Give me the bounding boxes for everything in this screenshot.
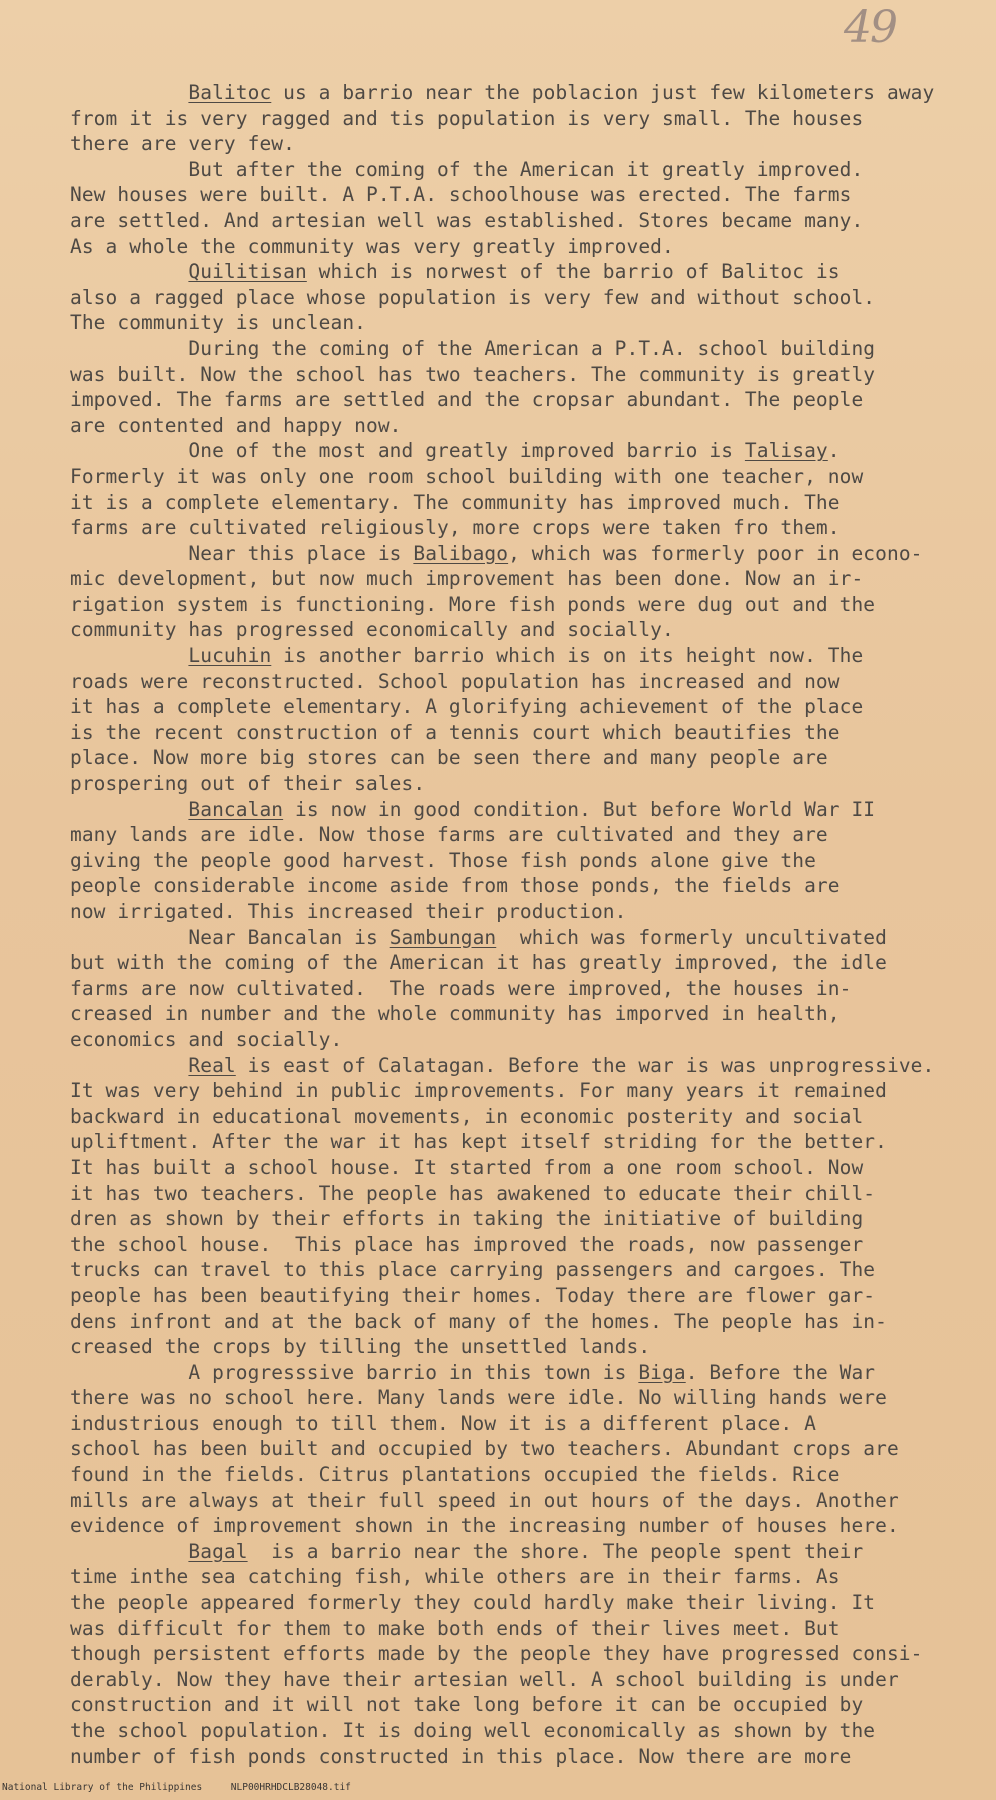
line-text: there are very few. xyxy=(70,132,295,156)
text-line xyxy=(70,1488,970,1514)
line-text: But after the coming of the American it greatly improved. xyxy=(70,157,864,181)
line-text: is the recent construction of a tennis court which beautifies the xyxy=(70,720,840,744)
text-line xyxy=(70,899,970,925)
barrio-name: Talisay xyxy=(744,439,828,463)
line-text: farms are now cultivated. The roads were improved, the houses in- xyxy=(70,976,852,1000)
line-text: It has built a school house. It started from a one room school. Now xyxy=(70,1155,864,1179)
text-line xyxy=(70,1744,970,1770)
scan-footer: National Library of the Philippines NLP00HRHDCLB28048.tif xyxy=(2,1782,351,1793)
line-text: it is a complete elementary. The community has improved much. The xyxy=(70,490,840,514)
line-text: time inthe sea catching fish, while others are in their farms. As xyxy=(70,1565,840,1589)
barrio-name: Lucuhin xyxy=(188,644,272,668)
text-line xyxy=(70,1539,970,1565)
line-text: is another barrio which is on its height now. The xyxy=(271,644,864,668)
text-line xyxy=(70,745,970,771)
text-line xyxy=(70,822,970,848)
line-text: us a barrio near the poblacion just few kilometers away xyxy=(271,81,935,104)
text-line xyxy=(70,1078,970,1104)
text-line xyxy=(70,438,970,464)
line-text: community has progressed economically and socially. xyxy=(70,618,674,642)
text-line xyxy=(70,1001,970,1027)
text-line xyxy=(70,1283,970,1309)
text-line xyxy=(70,1027,970,1053)
text-line xyxy=(70,950,970,976)
line-text: impoved. The farms are settled and the cropsar abundant. The people xyxy=(70,388,864,412)
barrio-name: Bagal xyxy=(188,1539,248,1563)
line-text: . xyxy=(827,439,840,463)
text-line xyxy=(70,1360,970,1386)
line-text: which is norwest of the barrio of Balitoc is xyxy=(306,260,840,284)
line-text: roads were reconstructed. School population has increased and now xyxy=(70,669,840,693)
text-line xyxy=(70,617,970,643)
text-line xyxy=(70,541,970,567)
line-text: creased in number and the whole community has imporved in health, xyxy=(70,1002,840,1026)
text-line xyxy=(70,1411,970,1437)
text-line xyxy=(70,1692,970,1718)
line-text: dens infront and at the back of many of the homes. The people has in- xyxy=(70,1309,887,1333)
line-text: found in the fields. Citrus plantations occupied the fields. Rice xyxy=(70,1463,840,1487)
line-text: giving the people good harvest. Those fish ponds alone give the xyxy=(70,848,816,872)
line-text: upliftment. After the war it has kept itself striding for the better. xyxy=(70,1130,887,1154)
line-text: Formerly it was only one room school building with one teacher, now xyxy=(70,464,864,488)
text-line xyxy=(70,976,970,1002)
text-line xyxy=(70,259,970,285)
text-line xyxy=(70,1436,970,1462)
line-text: , which was formerly poor in econo- xyxy=(508,541,923,565)
text-line xyxy=(70,1641,970,1667)
line-text: people considerable income aside from those ponds, the fields are xyxy=(70,874,840,898)
line-text: there was no school here. Many lands were idle. No willing hands were xyxy=(70,1386,887,1410)
text-line xyxy=(70,848,970,874)
text-line xyxy=(70,285,970,311)
line-text: but with the coming of the American it has greatly improved, the idle xyxy=(70,951,887,975)
line-text: New houses were built. A P.T.A. schoolhouse was erected. The farms xyxy=(70,183,852,207)
text-line xyxy=(70,873,970,899)
barrio-name: Real xyxy=(188,1053,236,1077)
line-text: creased the crops by tilling the unsettled lands. xyxy=(70,1335,651,1359)
document-body xyxy=(70,80,970,1769)
text-line xyxy=(70,1155,970,1181)
line-text: is east of Calatagan. Before the war is was unprogressive. xyxy=(235,1053,935,1077)
text-line xyxy=(70,157,970,183)
text-line xyxy=(70,464,970,490)
text-line xyxy=(70,515,970,541)
text-line xyxy=(70,362,970,388)
text-line xyxy=(70,1104,970,1130)
line-text: also a ragged place whose population is very few and without school. xyxy=(70,285,876,309)
line-text xyxy=(70,81,188,104)
text-line xyxy=(70,720,970,746)
text-line xyxy=(70,643,970,669)
line-text: the school population. It is doing well economically as shown by the xyxy=(70,1719,876,1742)
line-text: farms are cultivated religiously, more crops were taken fro them. xyxy=(70,516,840,540)
line-text: which was formerly uncultivated xyxy=(496,925,887,949)
text-line xyxy=(70,131,970,157)
line-text: from it is very ragged and tis population is very small. The houses xyxy=(70,106,864,130)
text-line xyxy=(70,1053,970,1079)
text-line xyxy=(70,669,970,695)
line-text xyxy=(70,1540,188,1563)
text-line xyxy=(70,797,970,823)
text-line xyxy=(70,413,970,439)
text-line xyxy=(70,208,970,234)
text-line xyxy=(70,1181,970,1207)
text-line xyxy=(70,80,970,106)
line-text xyxy=(70,260,188,283)
line-text: was difficult for them to make both ends of their lives meet. But xyxy=(70,1616,840,1640)
line-text: . Before the War xyxy=(685,1360,876,1384)
line-text: prospering out of their sales. xyxy=(70,772,426,796)
text-line xyxy=(70,592,970,618)
line-text: backward in educational movements, in economic posterity and social xyxy=(70,1104,864,1128)
barrio-name: Quilitisan xyxy=(188,260,307,284)
line-text: One of the most and greatly improved barrio is xyxy=(70,439,745,463)
text-line xyxy=(70,1309,970,1335)
text-line xyxy=(70,310,970,336)
text-line xyxy=(70,182,970,208)
text-line xyxy=(70,1667,970,1693)
line-text: now irrigated. This increased their production. xyxy=(70,900,627,923)
line-text: mic development, but now much improvement has been done. Now an ir- xyxy=(70,567,864,591)
barrio-name: Balibago xyxy=(413,541,509,565)
text-line xyxy=(70,1385,970,1411)
line-text: industrious enough to till them. Now it is a different place. A xyxy=(70,1411,816,1435)
text-line xyxy=(70,1590,970,1616)
line-text: it has two teachers. The people has awakened to educate their chill- xyxy=(70,1181,876,1205)
line-text: It was very behind in public improvements. For many years it remained xyxy=(70,1079,887,1103)
barrio-name: Balitoc xyxy=(188,81,272,104)
line-text: mills are always at their full speed in out hours of the days. Another xyxy=(70,1488,899,1512)
text-line xyxy=(70,1718,970,1744)
line-text: Near Bancalan is xyxy=(70,925,390,949)
line-text: is a barrio near the shore. The people spent their xyxy=(247,1539,864,1563)
line-text: the school house. This place has improved the roads, now passenger xyxy=(70,1232,864,1256)
line-text: During the coming of the American a P.T.A. school building xyxy=(70,336,876,360)
line-text: it has a complete elementary. A glorifying achievement of the place xyxy=(70,695,864,719)
text-line xyxy=(70,1257,970,1283)
text-line xyxy=(70,1232,970,1258)
text-line xyxy=(70,1616,970,1642)
line-text: rigation system is functioning. More fish ponds were dug out and the xyxy=(70,592,876,616)
text-line xyxy=(70,1129,970,1155)
line-text: are contented and happy now. xyxy=(70,413,402,437)
line-text: though persistent efforts made by the people they have progressed consi- xyxy=(70,1642,923,1666)
text-line xyxy=(70,234,970,260)
line-text: number of fish ponds constructed in this place. Now there are more xyxy=(70,1744,852,1768)
page-number: 49 xyxy=(844,2,896,53)
text-line xyxy=(70,1564,970,1590)
line-text: was built. Now the school has two teachers. The community is greatly xyxy=(70,362,876,386)
line-text xyxy=(70,1054,188,1077)
barrio-name: Sambungan xyxy=(389,925,497,949)
line-text: The community is unclean. xyxy=(70,311,366,335)
text-line xyxy=(70,1334,970,1360)
line-text: trucks can travel to this place carrying passengers and cargoes. The xyxy=(70,1258,876,1282)
line-text: derably. Now they have their artesian well. A school building is under xyxy=(70,1667,899,1691)
line-text: school has been built and occupied by two teachers. Abundant crops are xyxy=(70,1437,899,1461)
text-line xyxy=(70,106,970,132)
line-text: construction and it will not take long before it can be occupied by xyxy=(70,1693,864,1717)
line-text: economics and socially. xyxy=(70,1027,343,1051)
line-text: Near this place is xyxy=(70,541,414,565)
text-line xyxy=(70,490,970,516)
line-text xyxy=(70,798,188,821)
text-line xyxy=(70,694,970,720)
line-text: many lands are idle. Now those farms are cultivated and they are xyxy=(70,823,828,847)
line-text xyxy=(70,644,188,667)
line-text: place. Now more big stores can be seen there and many people are xyxy=(70,746,828,770)
text-line xyxy=(70,1206,970,1232)
line-text: As a whole the community was very greatly improved. xyxy=(70,234,674,258)
line-text: dren as shown by their efforts in taking the initiative of building xyxy=(70,1207,864,1231)
text-line xyxy=(70,336,970,362)
line-text: the people appeared formerly they could hardly make their living. It xyxy=(70,1591,876,1615)
line-text: are settled. And artesian well was established. Stores became many. xyxy=(70,208,864,232)
barrio-name: Bancalan xyxy=(188,797,284,821)
barrio-name: Biga xyxy=(638,1360,686,1384)
line-text: is now in good condition. But before World War II xyxy=(283,797,876,821)
line-text: evidence of improvement shown in the increasing number of houses here. xyxy=(70,1514,899,1538)
text-line xyxy=(70,387,970,413)
text-line xyxy=(70,1462,970,1488)
text-line xyxy=(70,1513,970,1539)
line-text: A progresssive barrio in this town is xyxy=(70,1360,639,1384)
text-line xyxy=(70,566,970,592)
line-text: people has been beautifying their homes. Today there are flower gar- xyxy=(70,1283,876,1307)
text-line xyxy=(70,771,970,797)
text-line xyxy=(70,925,970,951)
